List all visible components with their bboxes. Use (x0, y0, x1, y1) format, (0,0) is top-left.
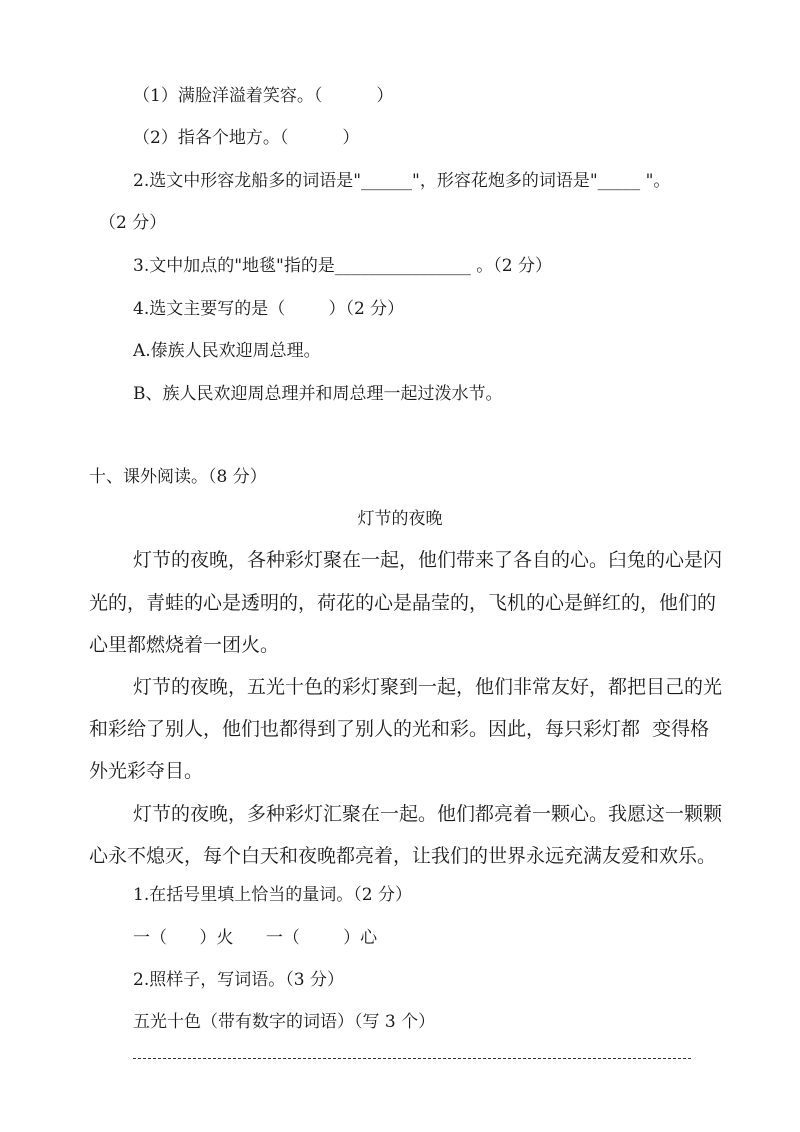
para2-line3: 外光彩夺目。 (89, 760, 204, 782)
q2-line-2: （2 分） (99, 213, 167, 233)
para2-line2: 和彩给了别人，他们也都得到了别人的光和彩。因此，每只彩灯都 变得格 (89, 718, 710, 740)
para1-line1: 灯节的夜晚，各种彩灯聚在一起，他们带来了各自的心。臼兔的心是闪 (133, 549, 723, 571)
q4-option-a: A.傣族人民欢迎周总理。 (133, 341, 321, 361)
q1-item-2: （2）指各个地方。（ ） (133, 128, 360, 148)
para1-line3: 心里都燃烧着一团火。 (89, 634, 280, 656)
reading-q2-example: 五光十色（带有数字的词语）（写 3 个） (133, 1012, 436, 1032)
reading-q1-blanks: 一（ ）火 一（ ）心 (133, 928, 378, 948)
para2-line1: 灯节的夜晚，五光十色的彩灯聚到一起，他们非常友好，都把目己的光 (133, 676, 723, 698)
reading-q1: 1.在括号里填上恰当的量词。（2 分） (133, 885, 412, 905)
answer-dashed-line (133, 1058, 691, 1059)
q3-text: 3.文中加点的"地毯"指的是________________ 。（2 分） (133, 256, 552, 276)
reading-q2: 2.照样子，写词语。（3 分） (133, 970, 344, 990)
para3-line1: 灯节的夜晚，多种彩灯汇聚在一起。他们都亮着一颗心。我愿这一颗颗 (133, 803, 723, 825)
para1-line2: 光的，青蛙的心是透明的，荷花的心是晶莹的，飞机的心是鲜红的，他们的 (89, 592, 717, 614)
q2-line-1: 2.选文中形容龙船多的词语是"______"，形容花炮多的词语是"_____ "。 (133, 171, 671, 191)
para3-line2: 心永不熄灭，每个白天和夜晚都亮着，让我们的世界永远充满友爱和欢乐。 (89, 845, 717, 867)
q4-text: 4.选文主要写的是（ ）（2 分） (133, 299, 405, 319)
q4-option-b: B、族人民欢迎周总理并和周总理一起过泼水节。 (133, 384, 503, 404)
q1-item-1: （1）满脸洋溢着笑容。（ ） (133, 86, 394, 106)
section-heading: 十、课外阅读。（8 分） (89, 467, 267, 487)
passage-title: 灯节的夜晚 (357, 509, 443, 529)
